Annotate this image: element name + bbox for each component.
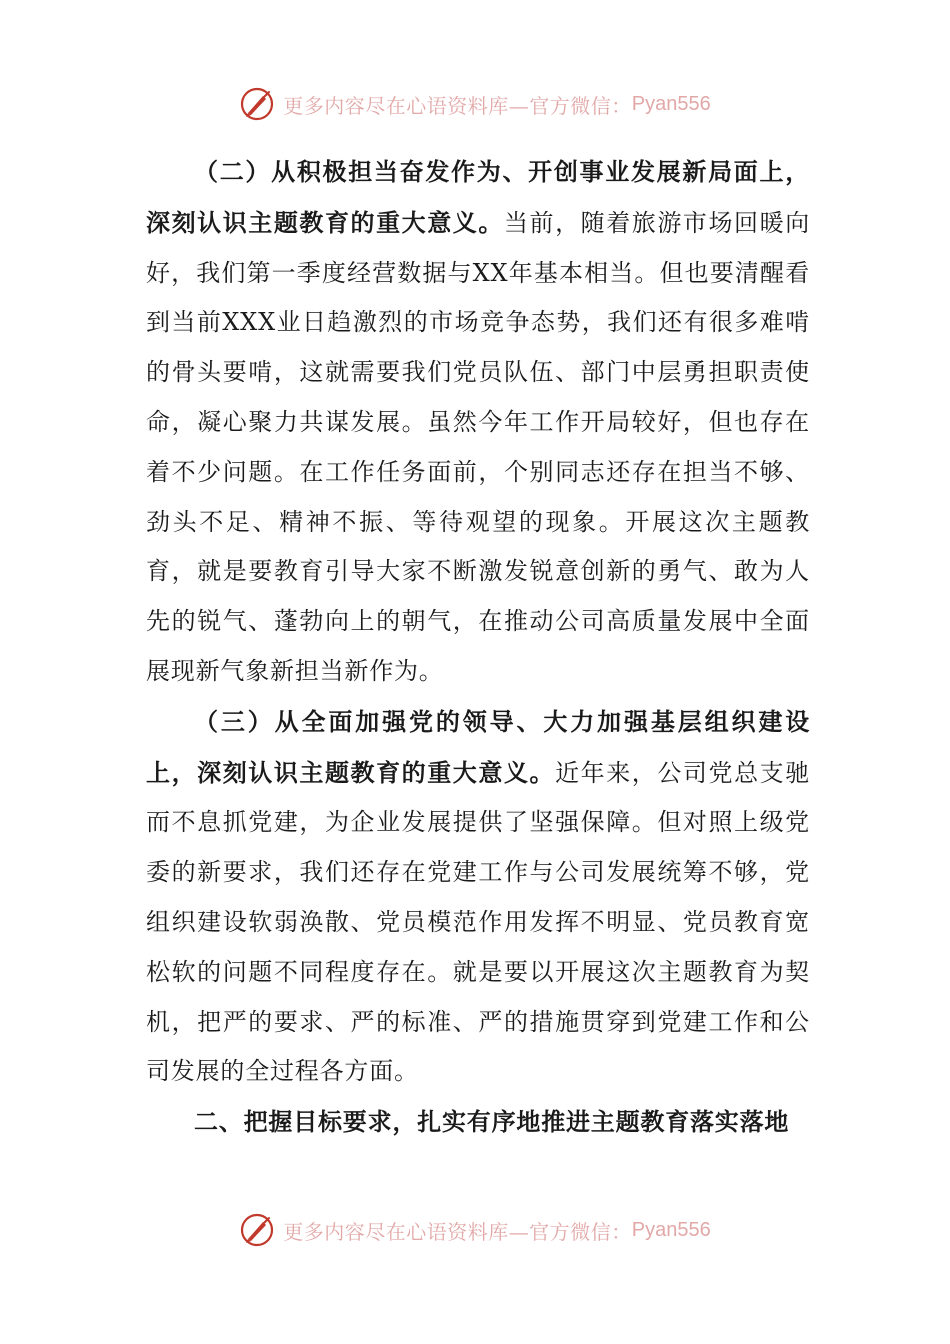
watermark-footer (0, 1208, 950, 1252)
quill-logo-icon (239, 1212, 275, 1248)
paragraph-2-lead: （二）从积极担当奋发作为、开创事业发展新局面上，深刻认识主题教育的重大意义。 (146, 157, 810, 237)
watermark-text: 更多内容尽在心语资料库—官方微信： (283, 93, 632, 118)
watermark-wechat-id: Pyan556 (631, 1218, 711, 1241)
watermark-wechat-id: Pyan556 (631, 92, 711, 115)
paragraph-3 (146, 697, 810, 1097)
document-body (146, 147, 810, 1147)
paragraph-3-text: 近年来，公司党总支驰而不息抓党建，为企业发展提供了坚强保障。但对照上级党委的新要求，我们还存在党建工作与公司发展统筹不够，党组织建设软弱涣散、党员模范作用发挥不明显、党员教育宽松软的问题不同程度存在。就是要以开展这次主题教育为契机，把严的要求、严的标准、严的措施贯穿到党建工作和公司发展的全过程各方面。 (146, 758, 811, 1086)
quill-logo-icon (239, 86, 275, 122)
watermark-header (0, 82, 950, 126)
paragraph-2-text: 当前，随着旅游市场回暖向好，我们第一季度经营数据与XX年基本相当。但也要清醒看到当前XXX业日趋激烈的市场竞争态势，我们还有很多难啃的骨头要啃，这就需要我们党员队伍、部门中层勇担职责使命，凝心聚力共谋发展。虽然今年工作开局较好，但也存在着不少问题。在工作任务面前，个别同志还存在担当不够、劲头不足、精神不振、等待观望的现象。开展这次主题教育，就是要教育引导大家不断激发锐意创新的勇气、敢为人先的锐气、蓬勃向上的朝气，在推动公司高质量发展中全面展现新气象新担当新作为。 (146, 208, 810, 685)
watermark-text: 更多内容尽在心语资料库—官方微信： (283, 1219, 632, 1244)
paragraph-3-lead: （三）从全面加强党的领导、大力加强基层组织建设上，深刻认识主题教育的重大意义。 (146, 706, 810, 787)
paragraph-2 (146, 147, 810, 697)
section-heading: 二、把握目标要求，扎实有序地推进主题教育落实落地 (194, 1107, 790, 1137)
